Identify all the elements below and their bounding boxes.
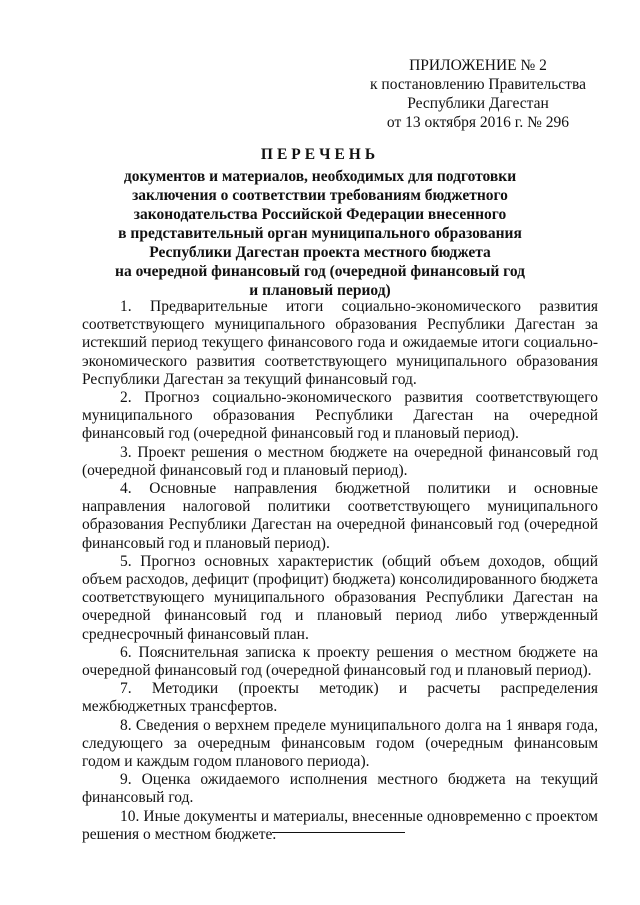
list-item-6: 6. Пояснительная записка к проекту решения о местном бюджете на очередной финансовый год (очередной финансовый год и плановый период). <box>82 643 598 680</box>
list-item-7: 7. Методики (проекты методик) и расчеты распределения межбюджетных трансфертов. <box>82 680 598 716</box>
list-item-5: 5. Прогноз основных характеристик (общий объем доходов, общий объем расходов, дефицит (профицит) бюджета) консолидированного бюджета соответствующего муниципального образования Республики Дагестан на очередной финансовый год и плановый период либо утвержденный среднесрочный финансовый план. <box>82 552 599 643</box>
list-item-8: 8. Сведения о верхнем пределе муниципального долга на 1 января года, следующего за очередным финансовым годом (очередным финансовым годом и каждым годом планового периода). <box>82 716 598 771</box>
title-block <box>82 145 558 300</box>
document-list <box>82 298 598 844</box>
subtitle-line: документов и материалов, необходимых для подготовки <box>123 168 517 185</box>
list-item-10: 10. Иные документы и материалы, внесенные одновременно с проектом решения о местном бюджете. <box>82 807 598 843</box>
subtitle-line: Республики Дагестан проекта местного бюджета <box>149 244 491 261</box>
end-separator-line <box>272 832 405 833</box>
subtitle-line: в представительный орган муниципального образования <box>118 225 522 242</box>
list-item-1: 1. Предварительные итоги социально-экономического развития соответствующего муниципального образования Республики Дагестан за истекший период текущего финансового года и ожидаемые итоги социально-экономического развития соответствующего муниципального образования Республики Дагестан за текущий финансовый год. <box>82 298 598 388</box>
subtitle-line: на очередной финансовый год (очередной финансовый год <box>115 263 525 280</box>
appendix-government: Республики Дагестан <box>407 95 549 112</box>
appendix-number: ПРИЛОЖЕНИЕ № 2 <box>409 57 547 74</box>
appendix-resolution-ref: к постановлению Правительства <box>370 76 586 93</box>
list-item-4: 4. Основные направления бюджетной политики и основные направления налоговой политики соответствующего муниципального образования Республики Дагестан на очередной финансовый год (очередной финансовый год и плановый период). <box>82 480 598 552</box>
list-item-2: 2. Прогноз социально-экономического развития соответствующего муниципального образования Республики Дагестан на очередной финансовый год (очередной финансовый год и плановый период). <box>82 389 598 443</box>
list-item-3: 3. Проект решения о местном бюджете на очередной финансовый год (очередной финансовый год и плановый период). <box>82 443 598 479</box>
list-item-9: 9. Оценка ожидаемого исполнения местного бюджета на текущий финансовый год. <box>82 771 598 807</box>
subtitle-line: заключения о соответствии требованиям бюджетного <box>132 187 508 204</box>
appendix-date: от 13 октября 2016 г. № 296 <box>386 114 570 131</box>
document-title: ПЕРЕЧЕНЬ <box>260 146 380 163</box>
appendix-header <box>358 56 598 132</box>
subtitle-line: и плановый период) <box>249 282 391 299</box>
subtitle-line: законодательства Российской Федерации внесенного <box>133 206 507 223</box>
